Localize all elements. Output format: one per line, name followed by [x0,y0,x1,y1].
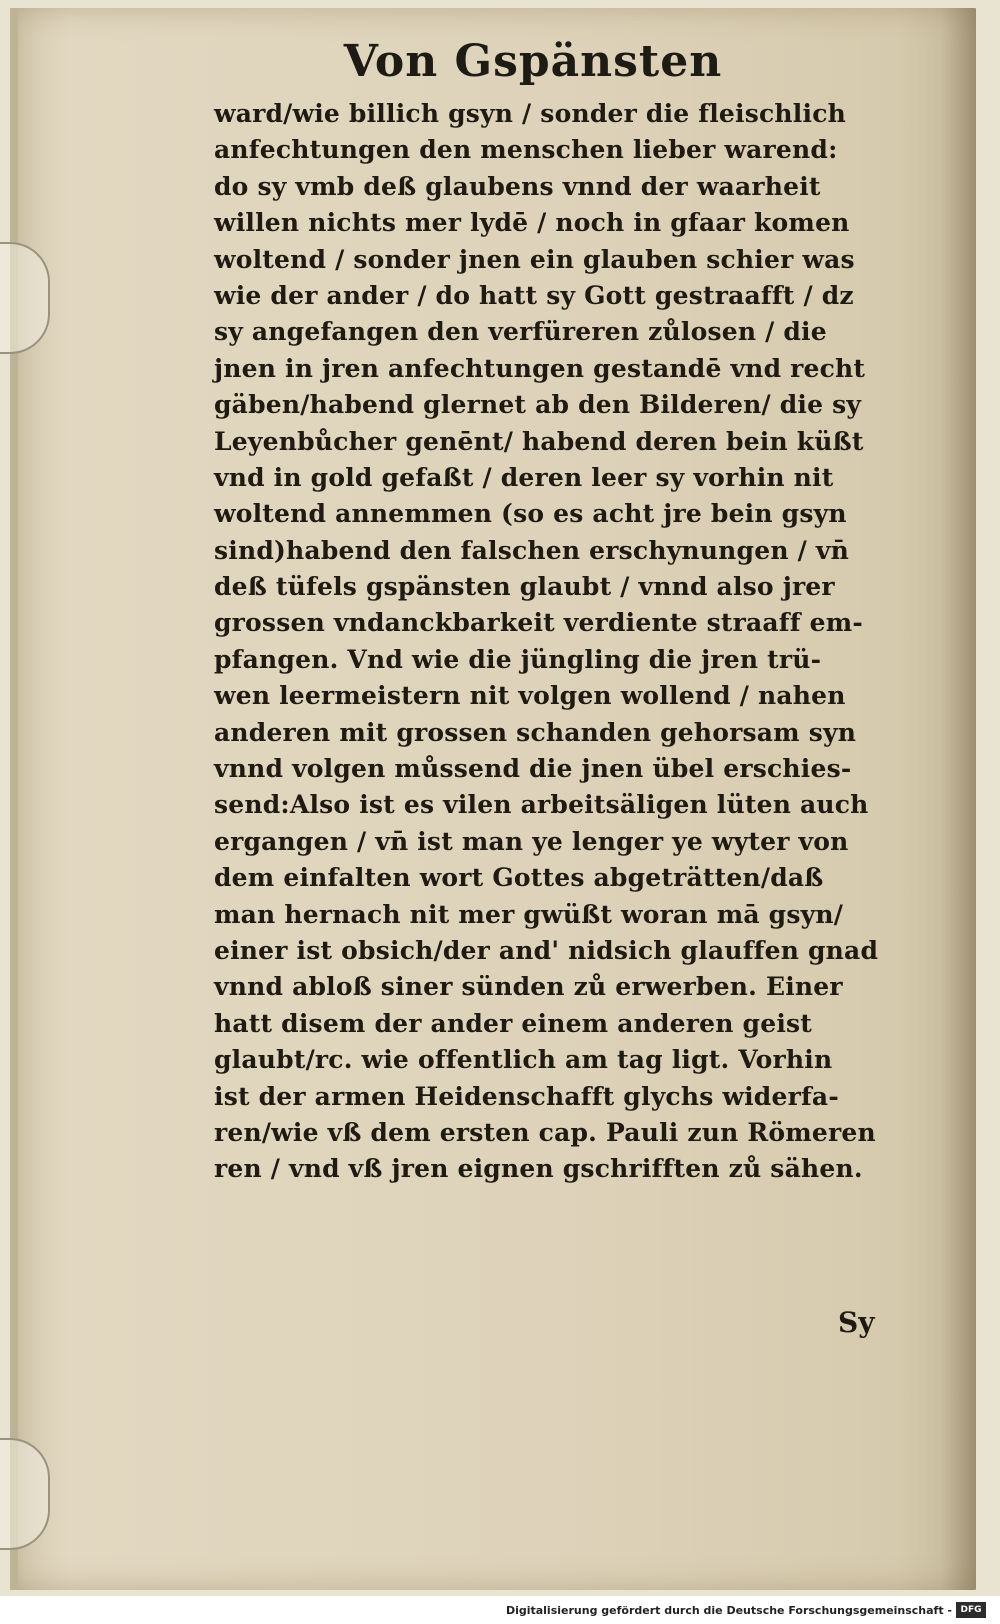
page-holder-clip-bottom [0,1438,50,1550]
funding-credit: Digitalisierung gefördert durch die Deutsche Forschungsgemeinschaft - [505,1604,952,1617]
text-line: woltend / sonder jnen ein glauben schier was [214,244,855,274]
dfg-logo: DFG [956,1602,986,1618]
text-line: do sy vmb deß glaubens vnnd der waarheit [214,171,821,201]
text-line: wie der ander / do hatt sy Gott gestraafft / dz [214,280,854,310]
text-line: send:Also ist es vilen arbeitsäligen lüten auch [214,790,869,820]
text-line: dem einfalten wort Gottes abgeträtten/daß [214,863,824,893]
text-line: vnnd abloß siner sünden zů erwerben. Einer [214,972,843,1002]
text-line: vnd in gold gefaßt / deren leer sy vorhin nit [214,462,834,492]
page-holder-clip-top [0,242,50,354]
text-line: woltend annemmen (so es acht jre bein gsyn [214,499,847,529]
text-line: man hernach nit mer gwüßt woran mā gsyn/ [214,899,844,929]
text-line: ren/wie vß dem ersten cap. Pauli zun Römeren [214,1117,876,1147]
text-line: vnnd volgen můssend die jnen übel erschies- [214,754,852,784]
text-line: hatt disem der ander einem anderen geist [214,1008,813,1038]
text-line: Leyenbůcher genēnt/ habend deren bein küßt [214,426,864,456]
text-line: pfangen. Vnd wie die jüngling die jren trü- [214,644,822,674]
text-line: ist der armen Heidenschafft glychs widerfa- [214,1081,839,1111]
page-header: Von Gspänsten [343,36,723,87]
text-line: wen leermeistern nit volgen wollend / nahen [214,681,846,711]
text-line: glaubt/rc. wie offentlich am tag ligt. Vorhin [214,1045,833,1075]
text-line: ren / vnd vß jren eignen gschrifften zů sähen. [214,1154,863,1184]
page-gutter-shadow [940,8,976,1590]
text-line: einer ist obsich/der and' nidsich glauffen gnad [214,935,879,965]
text-line: willen nichts mer lydē / noch in gfaar komen [214,208,850,238]
body-text [214,96,914,1188]
catchword: Sy [838,1306,875,1339]
text-line: sind)habend den falschen erschynungen / vn̄ [214,535,849,565]
text-line: grossen vndanckbarkeit verdiente straaff em- [214,608,863,638]
text-line: sy angefangen den verfüreren zůlosen / die [214,317,827,347]
text-line: gäben/habend glernet ab den Bilderen/ die sy [214,390,862,420]
text-line: deß tüfels gspänsten glaubt / vnnd also jrer [214,572,835,602]
text-line: anfechtungen den menschen lieber warend: [214,135,838,165]
text-line: ergangen / vn̄ ist man ye lenger ye wyter von [214,826,849,856]
text-line: anderen mit grossen schanden gehorsam syn [214,717,857,747]
text-line: ward/wie billich gsyn / sonder die fleischlich [214,99,846,128]
text-line: jnen in jren anfechtungen gestandē vnd recht [214,353,866,383]
